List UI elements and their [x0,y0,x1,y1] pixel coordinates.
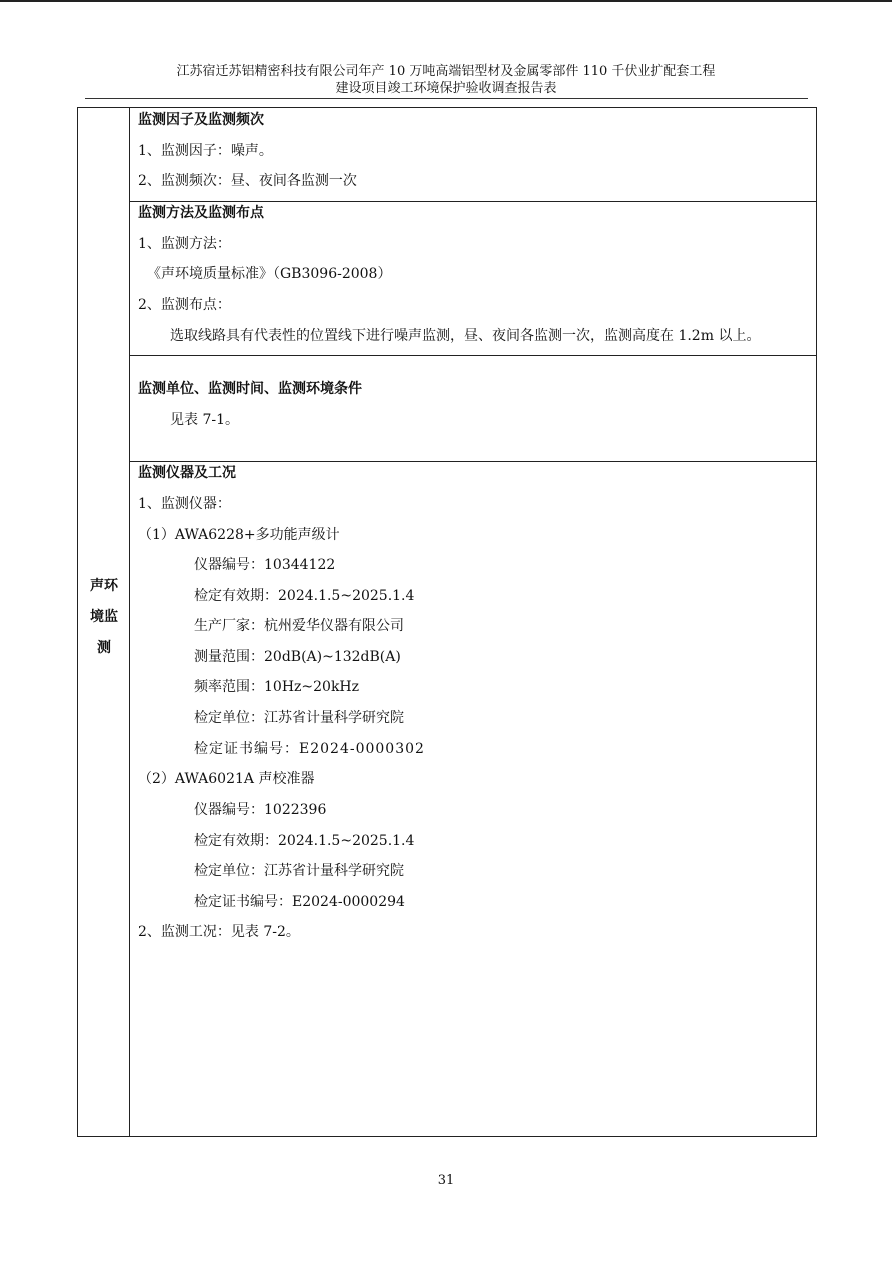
text-line: 检定单位：江苏省计量科学研究院 [194,863,404,879]
top-border [0,0,892,2]
text-line: 1、监测因子：噪声。 [138,143,273,159]
section-title-method: 监测方法及监测布点 [138,205,264,221]
row-divider [129,461,816,462]
text-line: 生产厂家：杭州爱华仪器有限公司 [194,618,404,634]
text-line: 检定单位：江苏省计量科学研究院 [194,710,404,726]
instrument-1-title: （1）AWA6228+多功能声级计 [138,527,340,543]
text-line: 1、监测仪器： [138,496,231,512]
section-title-unit: 监测单位、监测时间、监测环境条件 [138,381,362,397]
text-line: 仪器编号：10344122 [194,557,336,573]
text-line: 2、监测工况：见表 7-2。 [138,924,300,940]
header-title: 江苏宿迁苏铝精密科技有限公司年产 10 万吨高端铝型材及金属零部件 110 千伏业扩配套工程 [176,64,716,79]
text-line: 选取线路具有代表性的位置线下进行噪声监测，昼、夜间各监测一次，监测高度在 1.2m 以上。 [170,328,761,344]
section-title-factors: 监测因子及监测频次 [138,112,264,128]
text-line: 《声环境质量标准》（GB3096-2008） [147,266,392,282]
column-divider [129,107,130,1137]
report-table [77,107,817,1137]
header-rule [85,98,808,99]
side-label-line3: 测 [97,640,111,656]
text-line: 1、监测方法： [138,236,231,252]
text-line: 2、监测布点： [138,297,231,313]
text-line: 测量范围：20dB(A)~132dB(A) [194,649,401,665]
text-line: 检定证书编号：E2024-0000294 [194,894,405,910]
instrument-2-title: （2）AWA6021A 声校准器 [138,771,315,787]
page-number: 31 [437,1173,455,1188]
text-line: 见表 7-1。 [170,412,239,428]
text-line: 检定有效期：2024.1.5~2025.1.4 [194,833,415,849]
header-subtitle: 建设项目竣工环境保护验收调查报告表 [335,81,557,96]
row-divider [129,355,816,356]
text-line: 检定证书编号：E2024-0000302 [194,741,425,757]
side-label-line1: 声环 [90,578,118,594]
side-label-line2: 境监 [90,609,118,625]
text-line: 频率范围：10Hz~20kHz [194,679,360,695]
text-line: 检定有效期：2024.1.5~2025.1.4 [194,588,415,604]
text-line: 仪器编号：1022396 [194,802,327,818]
row-divider [129,201,816,202]
text-line: 2、监测频次：昼、夜间各监测一次 [138,173,357,189]
section-title-instruments: 监测仪器及工况 [138,465,236,481]
